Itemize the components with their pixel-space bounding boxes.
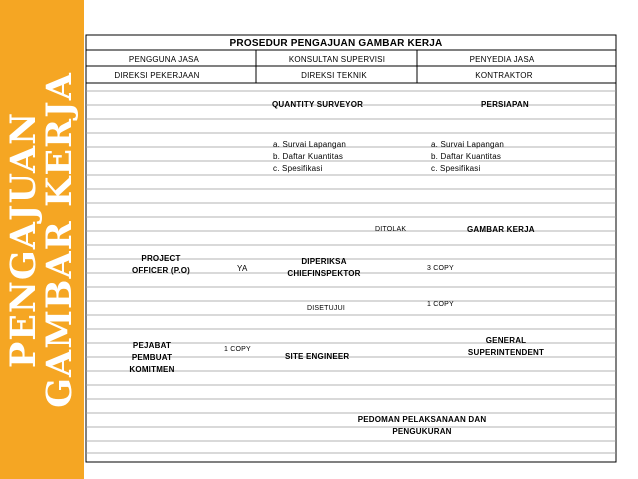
- persiapan: PERSIAPAN: [481, 100, 529, 109]
- survey-mid-item-1: a. Survai Lapangan: [273, 140, 346, 149]
- survey-right-item-3: c. Spesifikasi: [431, 164, 481, 173]
- project-officer-line2: OFFICER (P.O): [131, 266, 191, 275]
- sidebar: [0, 0, 84, 479]
- procedure-sheet: [84, 0, 638, 479]
- side-title: [3, 72, 80, 408]
- disetujui-label: DISETUJUI: [307, 305, 345, 312]
- site-engineer: SITE ENGINEER: [285, 352, 350, 361]
- survey-mid-item-3: c. Spesifikasi: [273, 164, 323, 173]
- col-subheader-kontraktor: KONTRAKTOR: [475, 71, 533, 80]
- ditolak-label: DITOLAK: [375, 226, 407, 233]
- col-subheader-direksi-teknik: DIREKSI TEKNIK: [301, 71, 367, 80]
- survey-right-item-1: a. Survai Lapangan: [431, 140, 504, 149]
- pedoman-line2: PENGUKURAN: [392, 427, 452, 436]
- col-header-penyedia: PENYEDIA JASA: [469, 55, 535, 64]
- general-line1: GENERAL: [485, 336, 527, 345]
- gambar-kerja: GAMBAR KERJA: [467, 225, 535, 234]
- pejabat-line3: KOMITMEN: [129, 365, 175, 374]
- diperiksa-line2: CHIEFINSPEKTOR: [287, 269, 361, 278]
- ya-label: YA: [237, 264, 248, 273]
- side-title-line2: GAMBAR KERJA: [39, 72, 80, 408]
- col-header-konsultan: KONSULTAN SUPERVISI: [288, 55, 386, 64]
- table-title: PROSEDUR PENGAJUAN GAMBAR KERJA: [229, 38, 443, 49]
- col-subheader-direksi-pekerjaan: DIREKSI PEKERJAAN: [114, 71, 200, 80]
- project-officer-line1: PROJECT: [141, 254, 181, 263]
- three-copy-label: 3 COPY: [427, 265, 454, 272]
- survey-mid-item-2: b. Daftar Kuantitas: [273, 152, 344, 161]
- quantity-surveyor: QUANTITY SURVEYOR: [272, 100, 364, 109]
- side-title-line1: PENGAJUAN: [3, 111, 44, 369]
- col-header-pengguna: PENGGUNA JASA: [128, 55, 200, 64]
- pejabat-line2: PEMBUAT: [131, 353, 173, 362]
- general-line2: SUPERINTENDENT: [467, 348, 545, 357]
- survey-right-item-2: b. Daftar Kuantitas: [431, 152, 502, 161]
- one-copy-right-label: 1 COPY: [427, 301, 454, 308]
- one-copy-left-label: 1 COPY: [224, 346, 251, 353]
- pejabat-line1: PEJABAT: [132, 341, 172, 350]
- diperiksa-line1: DIPERIKSA: [301, 257, 347, 266]
- pedoman-line1: PEDOMAN PELAKSANAAN DAN: [357, 415, 487, 424]
